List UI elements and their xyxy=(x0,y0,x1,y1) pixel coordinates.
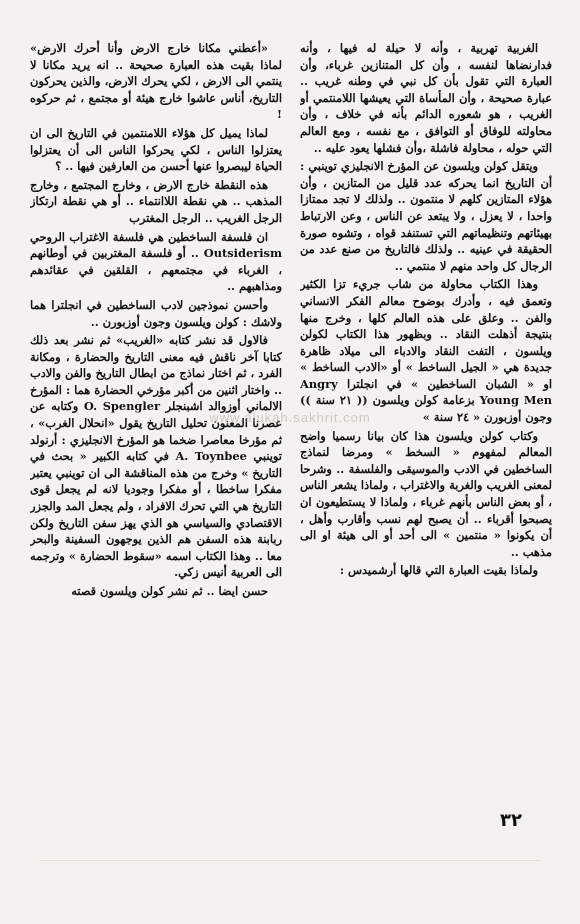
paragraph: وأحسن نموذجين لادب الساخطين في انجلترا هما ولاشك : كولن ويلسون وجون أوزبورن .. xyxy=(30,297,282,329)
watermark: www.alukah.sakhrit.com xyxy=(209,410,371,425)
paragraph: «أعطني مكانا خارج الارض وأنا أحرك الارض» لماذا بقيت هذه العبارة صحيحة .. انه يريد مكانا لا ينتمي الى الارض ، لكي يحرك الارض، والذين يحركون التاريخ، أناس عاشوا خارج هيئة أو مجتمع ، ثم حركوه ! xyxy=(30,41,282,122)
paragraph: ويتقل كولن ويلسون عن المؤرخ الانجليزي توينبي : أن التاريخ انما يحركه عدد قليل من المتازين ، وأن هؤلاء المتازين كلهم لا منتمون .. ولذلك لا تجد ممتازا واحدا ، لا يعزل ، ولا يبتعد عن الناس ، وعن الارتباط بهيئاتهم وتنظيماتهم التي تستنفد قواه ، وتشوه صورة الحقيقة في عينيه .. ولذلك فالتاريخ من صنع عدد من الرجال كل واحد منهم لا منتمي .. xyxy=(300,159,552,273)
paragraph: لماذا يميل كل هؤلاء اللامنتمين في التاريخ الى ان يعتزلوا الناس ، لكي يحركوا الناس الى أن يعتزلوا الحياة ليبصروا عنها أحسن من العارفين فيها .. ؟ xyxy=(30,125,282,174)
paragraph: ان فلسفة الساخطين هي فلسفة الاغتراب الروحي Outsiderism .. أو فلسفة المغتربين في أوطانهم ، الغرباء في مجتمعهم ، القلقين في عقائدهم ومذاهبهم .. xyxy=(30,229,282,294)
page-number: ٣٢ xyxy=(500,810,522,831)
right-column xyxy=(300,40,552,800)
paragraph: ولماذا بقيت العبارة التي قالها أرشميدس : xyxy=(339,563,538,578)
paragraph: الغربية تهربية ، وأنه لا حيلة له فيها ، وأنه فدارنضاها لنفسه ، وأن كل المتنازين غرباء، وأن العبارة التي تقول بأن كل نبي في وطنه غريب .. عبارة صحيحة ، وأن المأساة التي يعيشها اللامنتمي أو الغريب ، هو شعوره الدائم بأنه في خلاف ، وأن محاولته للوفاق أو التوافق ، مع نفسه ، ومع العالم التي حوله ، محاولة فاشلة ،وأن فشلها يعود عليه .. xyxy=(300,41,552,155)
bottom-divider xyxy=(40,860,540,861)
text-columns xyxy=(30,40,552,800)
paragraph: حسن ايضا .. ثم نشر كولن ويلسون قصته xyxy=(71,584,268,598)
paragraph: وكتاب كولن ويلسون هذا كان بيانا رسميا واضح المعالم لمفهوم « السخط » ومرضا لنماذج الساخطين في الادب والموسيقى والفلسفة .. وشرحا لمعنى الغريب والغربة والاغتراب ، ولماذا يشعر الناس ، أو بعض الناس بأنهم غرباء ، ولماذا لا يستطيعون ان يصبحوا أقرباء .. أن يصبح لهم نسب وأقارب وأهل ، أن يكونوا « منتمين » الى أحد أو الى هيئة او الى مذهب .. xyxy=(300,428,552,559)
left-column xyxy=(30,40,282,800)
paragraph: فالاول قد نشر كتابه «الغريب» ثم نشر بعد ذلك كتابا آخر ناقش فيه معنى التاريخ والحضارة ، ومكانة الفرد ، ثم اختار نماذج من ابطال التاريخ والفن والادب .. واختار اثنين من أكبر مؤرخي الحضارة هما : المؤرخ الالماني أوزوالد اشبنجلر O. Spengler وكتابه عن عصرنا المعنون تحليل التاريخ يقول «انحلال الغرب» ، ثم مؤرخا معاصرا ضخما هو المؤرخ الانجليزي : أرنولد توينبي A. Toynbee في كتابه الكبير « بحث في التاريخ » وخرج من هذه المناقشة الى ان توينبي يعتبر مفكرا ساخطا ، أو مفكرا وجوديا لانه لم يجعل قوى التاريخ هي التي تحرك الافراد ، ولم يجعل المد والجزر الاقتصادي والسياسي هو الذي يهز سفن التاريخ ولكن ربابنة هذه السفن هم الذين يوجهون السفينة والبحر معا .. وهذا الكتاب اسمه «سقوط الحضارة » وترجمه الى العربية أنيس زكي. xyxy=(30,333,282,580)
paragraph: هذه النقطة خارج الارض ، وخارج المجتمع ، وخارج المذهب .. هي نقطة اللاانتماء .. أو هي نقطة ارتكاز الرجل الغريب .. الرجل المغترب xyxy=(30,177,282,225)
paragraph: وهذا الكتاب محاولة من شاب جريء تزا الكثير وتعمق فيه ، وأدرك بوضوح معالم الفكر الانساني والفن .. وعلق على هذه العالم كلها ، وخرج منها بنتيجة أذهلت النقاد .. وبظهور هذا الكتاب لكولن ويلسون ، التفت النقاد والادباء الى ميلاد ظاهرة جديدة هي « الجيل الساخط » أو «الادب الساخط » او « الشبان الساخطين » في انجلترا Angry Young Men بزعامة كولن ويلسون (( ٢١ سنة )) وجون أوزبورن « ٢٤ سنة » xyxy=(300,277,552,425)
